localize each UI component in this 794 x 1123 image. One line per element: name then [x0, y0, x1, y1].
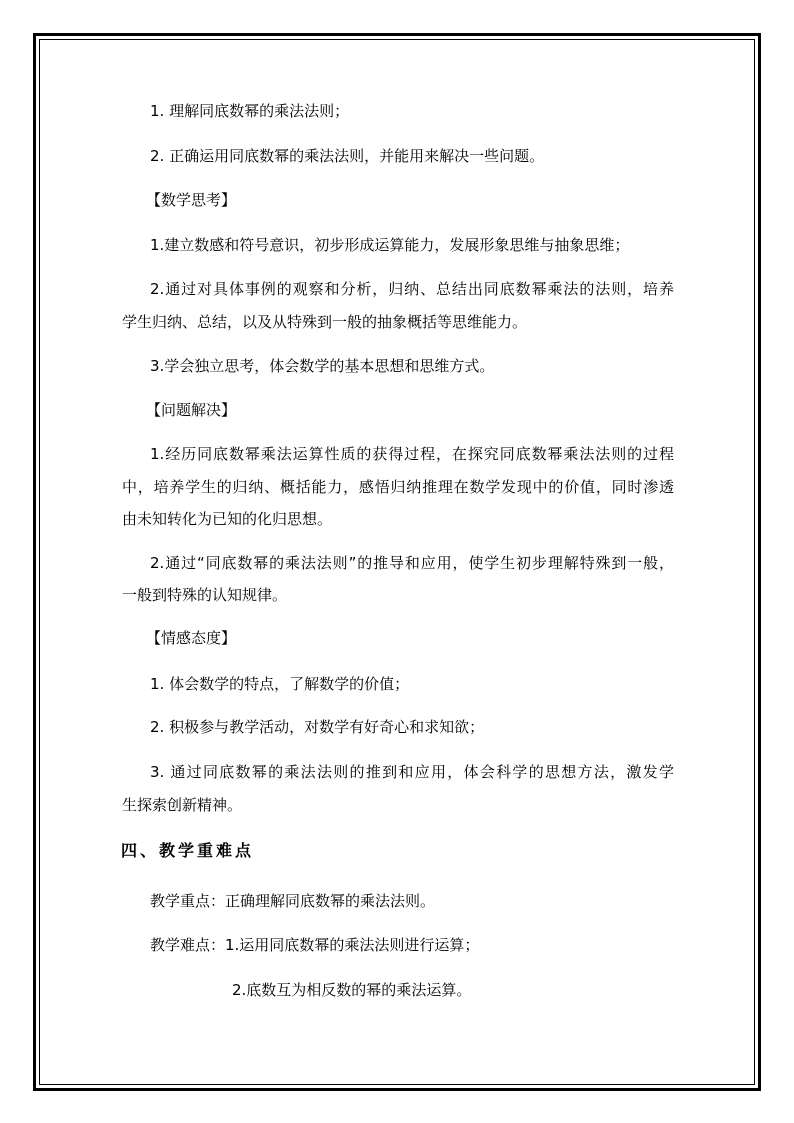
heading-emotion-attitude: 【情感态度】 [146, 629, 237, 647]
problem-solving-item-1-cont: 中，培养学生的归纳、概括能力，感悟归纳推理在数学发现中的价值，同时渗透 [122, 478, 674, 496]
difficult-point-1: 教学难点：1.运用同底数幂的乘法法则进行运算； [150, 936, 480, 954]
objective-1: 1. 理解同底数幂的乘法法则； [150, 102, 350, 120]
heading-problem-solving: 【问题解决】 [146, 401, 237, 419]
math-thinking-item-1: 1.建立数感和符号意识，初步形成运算能力，发展形象思维与抽象思维； [150, 236, 630, 254]
math-thinking-item-3: 3.学会独立思考，体会数学的基本思想和思维方式。 [150, 357, 495, 375]
emotion-item-3-cont: 生探索创新精神。 [122, 796, 243, 814]
emotion-item-1: 1. 体会数学的特点，了解数学的价值； [150, 675, 410, 693]
key-point: 教学重点：正确理解同底数幂的乘法法则。 [150, 892, 436, 910]
problem-solving-item-1-end: 由未知转化为已知的化归思想。 [122, 510, 333, 528]
emotion-item-2: 2. 积极参与教学活动，对数学有好奇心和求知欲； [150, 718, 485, 736]
section-heading-key-difficult: 四、教学重难点 [121, 841, 255, 860]
emotion-item-3: 3. 通过同底数幂的乘法法则的推到和应用，体会科学的思想方法，激发学 [150, 763, 674, 781]
heading-math-thinking: 【数学思考】 [146, 191, 237, 209]
math-thinking-item-2: 2.通过对具体事例的观察和分析，归纳、总结出同底数幂乘法的法则，培养 [150, 280, 674, 298]
problem-solving-item-2: 2.通过“同底数幂的乘法法则”的推导和应用，使学生初步理解特殊到一般， [150, 554, 674, 572]
problem-solving-item-2-cont: 一般到特殊的认知规律。 [122, 586, 288, 604]
objective-2: 2. 正确运用同底数幂的乘法法则，并能用来解决一些问题。 [150, 147, 545, 165]
difficult-point-2: 2.底数互为相反数的幂的乘法运算。 [232, 981, 472, 999]
problem-solving-item-1: 1.经历同底数幂乘法运算性质的获得过程，在探究同底数幂乘法法则的过程 [150, 445, 674, 463]
math-thinking-item-2-cont: 学生归纳、总结，以及从特殊到一般的抽象概括等思维能力。 [122, 313, 528, 331]
